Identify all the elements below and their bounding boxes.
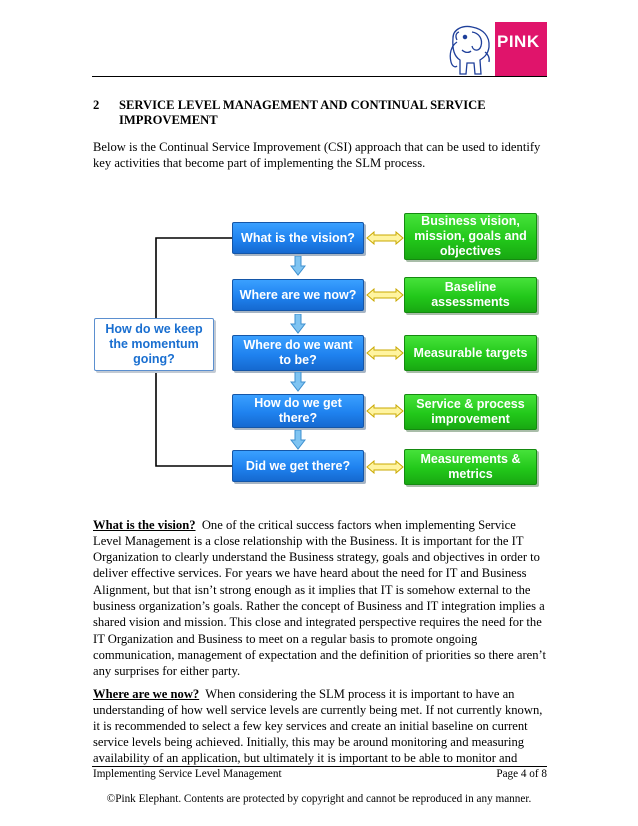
double-arrow-icon bbox=[366, 346, 404, 360]
intro-line-1: Below is the Continual Service Improvement (CSI) approach that can be used to identify bbox=[93, 140, 541, 154]
outcome-improvement: Service & process improvement bbox=[404, 394, 537, 430]
elephant-icon bbox=[445, 22, 497, 77]
step-did-we: Did we get there? bbox=[232, 450, 364, 482]
outcome-targets: Measurable targets bbox=[404, 335, 537, 371]
arrow-down-icon bbox=[290, 372, 306, 392]
section-title-line-2: IMPROVEMENT bbox=[119, 113, 218, 127]
vision-heading: What is the vision? bbox=[93, 518, 196, 532]
double-arrow-icon bbox=[366, 231, 404, 245]
double-arrow-icon bbox=[366, 404, 404, 418]
vision-line: communication, management of expectation and the definition of priorities so there aren’t bbox=[93, 648, 546, 662]
now-line: availability of an application, but ultimately it is important to be able to monitor and bbox=[93, 751, 518, 765]
intro-line-2: key activities that become part of implementing the SLM process. bbox=[93, 156, 426, 170]
double-arrow-icon bbox=[366, 460, 404, 474]
header-divider bbox=[92, 76, 547, 77]
page-number: Page 4 of 8 bbox=[496, 768, 547, 780]
arrow-down-icon bbox=[290, 430, 306, 450]
step-get-there: How do we get there? bbox=[232, 394, 364, 428]
now-line: it is recommended to select a few key services and create an initial baseline on current bbox=[93, 719, 528, 733]
vision-line: Organization to clearly understand the Business strategy, goals and objectives in order to bbox=[93, 550, 540, 564]
section-number: 2 bbox=[93, 98, 100, 112]
step-now: Where are we now? bbox=[232, 279, 364, 311]
momentum-box: How do we keep the momentum going? bbox=[94, 318, 214, 371]
footer-title: Implementing Service Level Management bbox=[93, 768, 282, 780]
logo-text: PINK bbox=[497, 32, 540, 51]
vision-line: Level Management is a close relationship with the Business. It is important for the IT bbox=[93, 534, 524, 548]
vision-line: IT Organization and Business to meet on a regular basis to promote ongoing bbox=[93, 632, 478, 646]
footer-divider bbox=[92, 766, 547, 767]
double-arrow-icon bbox=[366, 288, 404, 302]
step-vision: What is the vision? bbox=[232, 222, 364, 254]
outcome-metrics: Measurements & metrics bbox=[404, 449, 537, 485]
vision-para-line-1 bbox=[93, 517, 516, 533]
copyright-notice: ©Pink Elephant. Contents are protected by copyright and cannot be reproduced in any manner. bbox=[106, 793, 532, 805]
now-line: service levels being achieved. Initially, this may be around monitoring and measuring bbox=[93, 735, 525, 749]
now-line: understanding of how well service levels are currently being met. If not currently known, bbox=[93, 703, 543, 717]
now-line: When considering the SLM process it is important to have an bbox=[205, 687, 515, 701]
arrow-down-icon bbox=[290, 256, 306, 276]
arrow-down-icon bbox=[290, 314, 306, 334]
vision-line: deliver effective services. For years we have heard about the need for IT and Business bbox=[93, 566, 527, 580]
now-heading: Where are we now? bbox=[93, 687, 200, 701]
pink-elephant-logo bbox=[445, 22, 547, 77]
vision-line: One of the critical success factors when implementing Service bbox=[201, 518, 516, 532]
vision-line: any surprises for either party. bbox=[93, 664, 241, 678]
vision-line: business organization’s goals. Rather the concept of Business and IT integration implies a bbox=[93, 599, 545, 613]
section-title-line-1: SERVICE LEVEL MANAGEMENT AND CONTINUAL SERVICE bbox=[119, 98, 486, 112]
outcome-baseline: Baseline assessments bbox=[404, 277, 537, 313]
outcome-vision: Business vision, mission, goals and objectives bbox=[404, 213, 537, 260]
vision-line: shared vision and mission. This close and integrated perspective requires the need for the bbox=[93, 615, 542, 629]
vision-line: Alignment, but that isn’t strong enough as it implies that IT is somehow external to the bbox=[93, 583, 531, 597]
now-para-line-1 bbox=[93, 686, 514, 702]
step-want-to-be: Where do we want to be? bbox=[232, 335, 364, 371]
